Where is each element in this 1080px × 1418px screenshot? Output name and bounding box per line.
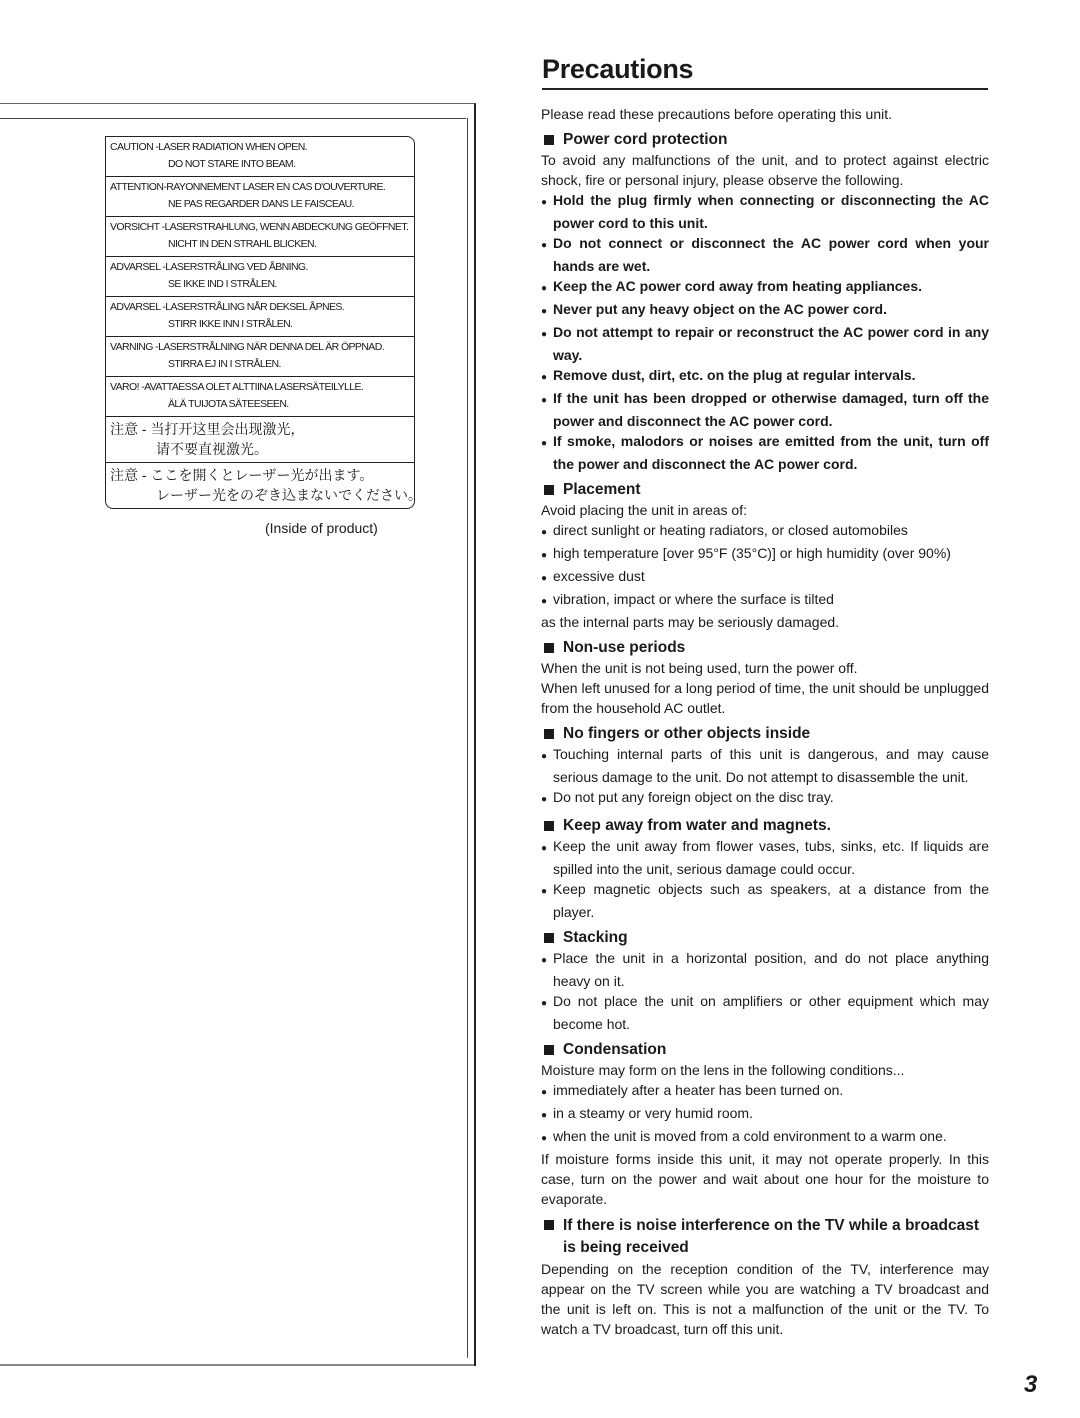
label-line: ÄLÄ TUIJOTA SÄTEESEEN. (168, 398, 289, 410)
label-line: 注意 - 当打开这里会出现激光， (110, 421, 305, 437)
section-heading (513, 1040, 989, 1060)
block-text: vibration, impact or where the surface is tilted (553, 591, 834, 607)
paragraph (513, 1060, 989, 1080)
bullet-item (513, 1080, 989, 1103)
section-heading (513, 130, 989, 150)
bullet-dot-icon: ● (541, 329, 548, 340)
block-text: when the unit is moved from a cold environment to a warm one. (553, 1128, 947, 1144)
paragraph (513, 150, 989, 190)
label-row (106, 376, 414, 416)
bullet-item (513, 543, 989, 566)
bullet-dot-icon: ● (541, 240, 548, 251)
label-line: VORSICHT -LASERSTRAHLUNG, WENN ABDECKUNG GEÖFFNET. (110, 221, 409, 233)
label-line: SE IKKE IND I STRÅLEN. (168, 278, 277, 290)
block-text: Hold the plug firmly when connecting or disconnecting the AC power cord to this unit. (553, 192, 989, 231)
block-text: direct sunlight or heating radiators, or closed automobiles (553, 522, 908, 538)
block-text: If smoke, malodors or noises are emitted from the unit, turn off the power and disconnect the AC power cord. (553, 433, 989, 472)
paragraph (513, 658, 989, 678)
bullet-item (513, 879, 989, 922)
section-heading-text: Power cord protection (563, 131, 728, 148)
bullet-dot-icon: ● (541, 527, 548, 538)
block-text: If moisture forms inside this unit, it may not operate properly. In this case, turn on the power and wait about one hour for the moisture to evaporate. (541, 1151, 989, 1207)
square-bullet-icon (544, 1220, 554, 1230)
bullet-dot-icon: ● (541, 306, 548, 317)
square-bullet-icon (544, 135, 554, 145)
block-text: Touching internal parts of this unit is dangerous, and may cause serious damage to the unit. Do not attempt to disassemble the unit. (553, 746, 989, 785)
bullet-dot-icon: ● (541, 886, 548, 897)
paragraph (513, 1259, 989, 1339)
bullet-item (513, 566, 989, 589)
label-row (106, 216, 414, 256)
square-bullet-icon (544, 1045, 554, 1055)
paragraph (513, 1149, 989, 1209)
block-text: Keep the unit away from flower vases, tubs, sinks, etc. If liquids are spilled into the unit, serious damage could occur. (553, 838, 989, 877)
section-heading (513, 1215, 989, 1259)
precautions-column (513, 104, 989, 1339)
block-text: Never put any heavy object on the AC power cord. (553, 301, 887, 317)
bullet-item (513, 744, 989, 787)
label-line: NICHT IN DEN STRAHL BLICKEN. (168, 238, 317, 250)
label-row (106, 137, 414, 176)
label-line: DO NOT STARE INTO BEAM. (168, 158, 296, 170)
bullet-item (513, 233, 989, 276)
bullet-dot-icon: ● (541, 1087, 548, 1098)
paragraph (513, 500, 989, 520)
square-bullet-icon (544, 933, 554, 943)
section-heading-text: If there is noise interference on the TV while a broadcast is being received (563, 1217, 980, 1256)
bullet-dot-icon: ● (541, 438, 548, 449)
section-heading-text: No fingers or other objects inside (563, 725, 811, 742)
bullet-item (513, 1103, 989, 1126)
block-text: high temperature [over 95°F (35°C)] or high humidity (over 90%) (553, 545, 951, 561)
section-heading-text: Keep away from water and magnets. (563, 817, 831, 834)
bullet-item (513, 1126, 989, 1149)
bullet-dot-icon: ● (541, 955, 548, 966)
bullet-dot-icon: ● (541, 372, 548, 383)
paragraph (513, 678, 989, 718)
label-line: ATTENTION-RAYONNEMENT LASER EN CAS D'OUVERTURE. (110, 181, 386, 193)
label-line: STIRR IKKE INN I STRÅLEN. (168, 318, 293, 330)
section-heading-text: Placement (563, 481, 641, 498)
label-line: STIRRA EJ IN I STRÅLEN. (168, 358, 281, 370)
bullet-item (513, 388, 989, 431)
label-line: NE PAS REGARDER DANS LE FAISCEAU. (168, 198, 354, 210)
bullet-item (513, 365, 989, 388)
label-row (106, 462, 422, 508)
block-text: immediately after a heater has been turned on. (553, 1082, 844, 1098)
bullet-item (513, 299, 989, 322)
block-text: Do not attempt to repair or reconstruct the AC power cord in any way. (553, 324, 989, 363)
bullet-dot-icon: ● (541, 596, 548, 607)
bullet-dot-icon: ● (541, 197, 548, 208)
square-bullet-icon (544, 729, 554, 739)
section-heading (513, 928, 989, 948)
bullet-dot-icon: ● (541, 550, 548, 561)
label-line: CAUTION -LASER RADIATION WHEN OPEN. (110, 141, 307, 153)
bullet-item (513, 431, 989, 474)
label-row (106, 416, 414, 462)
page-title: Precautions (542, 54, 694, 84)
paragraph (513, 612, 989, 632)
bullet-dot-icon: ● (541, 751, 548, 762)
bullet-dot-icon: ● (541, 998, 548, 1009)
panel-top-line (0, 118, 466, 119)
bullet-item (513, 520, 989, 543)
block-text: Avoid placing the unit in areas of: (541, 502, 747, 518)
bullet-dot-icon: ● (541, 573, 548, 584)
page-number: 3 (1024, 1371, 1038, 1398)
block-text: Do not place the unit on amplifiers or other equipment which may become hot. (553, 993, 989, 1032)
block-text: Moisture may form on the lens in the following conditions... (541, 1062, 905, 1078)
block-text: If the unit has been dropped or otherwise damaged, turn off the power and disconnect the AC power cord. (553, 390, 989, 429)
section-heading-text: Stacking (563, 929, 628, 946)
block-text: Place the unit in a horizontal position, and do not place anything heavy on it. (553, 950, 989, 989)
block-text: Do not connect or disconnect the AC power cord when your hands are wet. (553, 235, 989, 274)
square-bullet-icon (544, 485, 554, 495)
intro-text: Please read these precautions before operating this unit. (541, 106, 893, 122)
section-heading (513, 480, 989, 500)
section-heading (513, 724, 989, 744)
left-panel (0, 103, 476, 1366)
block-text: Remove dust, dirt, etc. on the plug at regular intervals. (553, 367, 916, 383)
block-text: When the unit is not being used, turn the power off. (541, 660, 858, 676)
block-text: Do not put any foreign object on the disc tray. (553, 789, 834, 805)
label-row (106, 296, 414, 336)
label-line: VARNING -LASERSTRÅLNING NÄR DENNA DEL ÄR ÖPPNAD. (110, 341, 385, 353)
bullet-item (513, 836, 989, 879)
section-heading (513, 816, 989, 836)
label-row (106, 336, 414, 376)
bullet-item (513, 991, 989, 1034)
bullet-dot-icon: ● (541, 1133, 548, 1144)
panel-side-line (467, 118, 468, 1358)
square-bullet-icon (544, 643, 554, 653)
bullet-dot-icon: ● (541, 843, 548, 854)
bullet-dot-icon: ● (541, 283, 548, 294)
bullet-item (513, 787, 989, 810)
laser-warning-label (105, 136, 422, 509)
bullet-dot-icon: ● (541, 395, 548, 406)
block-text: Depending on the reception condition of the TV, interference may appear on the TV screen while you are watching a TV broadcast and the unit is left on. This is not a malfunction of the unit or the TV. To watch a TV broadcast, turn off this unit. (541, 1261, 989, 1337)
block-text: in a steamy or very humid room. (553, 1105, 753, 1121)
block-text: Keep magnetic objects such as speakers, at a distance from the player. (553, 881, 989, 920)
block-text: Keep the AC power cord away from heating appliances. (553, 278, 923, 294)
section-heading-text: Non-use periods (563, 639, 686, 656)
bullet-item (513, 948, 989, 991)
bullet-item (513, 276, 989, 299)
bullet-item (513, 190, 989, 233)
block-text: as the internal parts may be seriously damaged. (541, 614, 840, 630)
block-text: When left unused for a long period of time, the unit should be unplugged from the household AC outlet. (541, 680, 989, 716)
square-bullet-icon (544, 821, 554, 831)
label-line: レーザー光をのぞき込まないでください。 (156, 487, 422, 503)
label-row (106, 176, 414, 216)
bullet-dot-icon: ● (541, 794, 548, 805)
label-line: ADVARSEL -LASERSTRÅLING VED ÅBNING. (110, 261, 308, 273)
block-text: To avoid any malfunctions of the unit, and to protect against electric shock, fire or personal injury, please observe the following. (541, 152, 989, 188)
label-line: 请不要直视激光。 (156, 441, 268, 457)
label-line: ADVARSEL -LASERSTRÅLING NÅR DEKSEL ÅPNES. (110, 301, 345, 313)
bullet-item (513, 589, 989, 612)
label-line: VARO! -AVATTAESSA OLET ALTTIINA LASERSÄTEILYLLE. (110, 381, 364, 393)
bullet-item (513, 322, 989, 365)
label-caption: (Inside of product) (265, 520, 378, 536)
label-row (106, 256, 414, 296)
section-heading (513, 638, 989, 658)
panel-bottom-line (0, 1364, 474, 1366)
section-heading-text: Condensation (563, 1041, 667, 1058)
bullet-dot-icon: ● (541, 1110, 548, 1121)
label-line: 注意 - ここを開くとレーザー光が出ます。 (110, 467, 374, 483)
title-underline (542, 88, 988, 90)
block-text: excessive dust (553, 568, 645, 584)
